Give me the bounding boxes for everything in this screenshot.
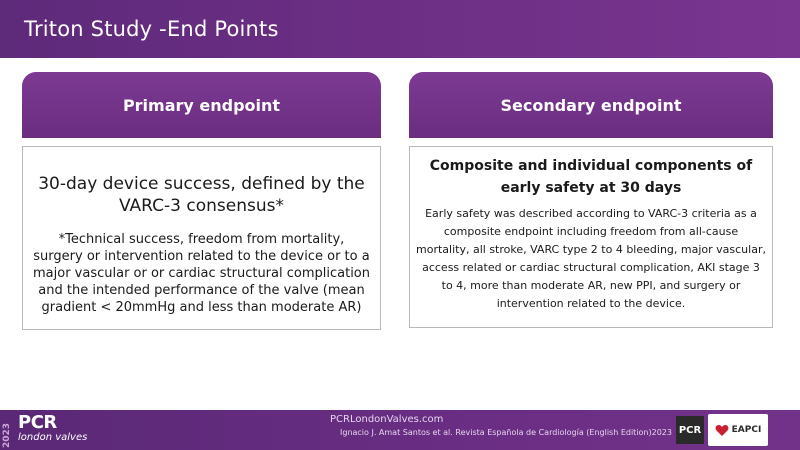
eapci-badge-logo [708, 414, 768, 446]
secondary-endpoint-label: Secondary endpoint [500, 95, 682, 115]
primary-endpoint-label: Primary endpoint [122, 95, 281, 115]
slide-title: Triton Study -End Points [24, 17, 279, 41]
pcr-london-valves-logo [18, 414, 87, 444]
primary-endpoint-text: 30-day device success, defined by the VARC-3 consensus* [38, 174, 365, 216]
secondary-endpoint-header [409, 72, 773, 138]
pcr-badge-logo: PCR [676, 416, 704, 444]
eapci-label: EAPCI [731, 425, 762, 435]
footer-website-link[interactable]: PCRLondonValves.com [330, 414, 444, 425]
title-bar [0, 0, 800, 58]
secondary-endpoint-box [409, 146, 773, 328]
heart-icon [715, 424, 729, 437]
secondary-endpoint-text: Composite and individual components of early safety at 30 days [429, 158, 753, 196]
pcr-logo-subtext: london valves [18, 432, 88, 443]
secondary-endpoint-description: Early safety was described according to VARC-3 criteria as a composite endpoint including freedom from all-cause mortality, all stroke, VARC type 2 to 4 bleeding, major vascular, access related or cardiac structural complication, AKI stage 3 to 4, more than moderate AR, new PPI, and surgery or intervention related to the device. [416, 207, 766, 310]
primary-endpoint-footnote: *Technical success, freedom from mortality, surgery or intervention related to the device or to a major vascular or or cardiac structural complication and the intended performance of the valve (mean gradient < 20mmHg and less than moderate AR) [33, 232, 370, 315]
pcr-logo-text: PCR [18, 412, 57, 433]
footer-citation: Ignacio J. Amat Santos et al. Revista Española de Cardiología (English Edition)2023 [340, 428, 672, 437]
footer-year: 2023 [2, 422, 12, 448]
primary-endpoint-header [22, 72, 381, 138]
primary-endpoint-box [22, 146, 381, 330]
